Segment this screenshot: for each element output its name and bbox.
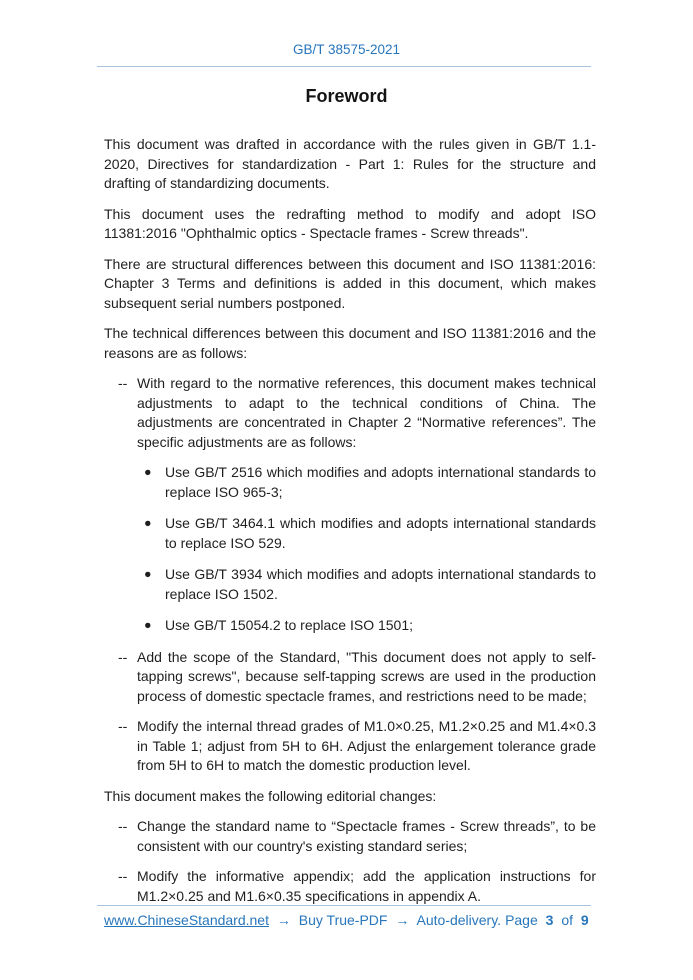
dash-marker: -- bbox=[118, 818, 128, 834]
paragraph-editorial-changes: This document makes the following editorial changes: bbox=[104, 787, 437, 804]
paragraph-redrafting-method: This document uses the redrafting method to modify and adopt ISO 11381:2016 "Ophthalmic optics - Spectacle frames - Screw threads". bbox=[104, 205, 596, 241]
dash-item-scope bbox=[118, 648, 596, 707]
auto-delivery-text: Auto-delivery. bbox=[416, 912, 502, 928]
dash-item-informative-appendix bbox=[118, 867, 596, 906]
of-label: of bbox=[561, 912, 574, 928]
dash-item-normative-references bbox=[118, 374, 596, 452]
page-footer bbox=[104, 912, 589, 928]
dash-marker: -- bbox=[118, 375, 128, 391]
header-divider bbox=[97, 66, 591, 67]
footer-promo bbox=[104, 912, 501, 928]
website-link[interactable]: www.ChineseStandard.net bbox=[104, 912, 269, 928]
document-body bbox=[104, 135, 596, 917]
bullet-icon: ● bbox=[144, 567, 152, 581]
page-header bbox=[0, 41, 693, 59]
paragraph-drafting-rules: This document was drafted in accordance with the rules given in GB/T 1.1-2020, Directives for standardization - Part 1: Rules for the structure and drafting of standardizing documents. bbox=[104, 136, 596, 191]
bullet-item-text: Use GB/T 2516 which modifies and adopts international standards to replace ISO 965-3; bbox=[165, 464, 596, 500]
footer-divider bbox=[97, 905, 591, 906]
buy-true-pdf-text: Buy True-PDF bbox=[298, 912, 388, 928]
page-current: 3 bbox=[545, 912, 554, 928]
paragraph-structural-differences: There are structural differences between this document and ISO 11381:2016: Chapter 3 Terms and definitions is added in this document, which makes subsequent serial numbers postponed. bbox=[104, 255, 596, 311]
dash-marker: -- bbox=[118, 718, 128, 734]
dash-item-standard-name bbox=[118, 817, 596, 856]
paragraph-technical-differences: The technical differences between this document and ISO 11381:2016 and the reasons are as follows: bbox=[104, 325, 596, 361]
dash-item-text: Modify the informative appendix; add the application instructions for M1.2×0.25 and M1.6×0.35 specifications in appendix A. bbox=[137, 868, 596, 904]
right-arrow-icon: → bbox=[395, 912, 410, 928]
dash-item-text: Modify the internal thread grades of M1.0×0.25, M1.2×0.25 and M1.4×0.3 in Table 1; adjust from 5H to 6H. Adjust the enlargement tolerance grade from 5H to 6H to match the domestic production level. bbox=[137, 718, 596, 773]
standard-number: GB/T 38575-2021 bbox=[292, 42, 401, 57]
bullet-item-text: Use GB/T 3934 which modifies and adopts international standards to replace ISO 1502. bbox=[165, 566, 596, 602]
dash-marker: -- bbox=[118, 648, 128, 665]
dash-item-text: Add the scope of the Standard, "This document does not apply to self-tapping screws", because self-tapping screws are used in the production process of domestic spectacle frames, and restrictions need to be made; bbox=[137, 648, 596, 704]
right-arrow-icon: → bbox=[276, 912, 291, 928]
bullet-item-text: Use GB/T 15054.2 to replace ISO 1501; bbox=[165, 617, 414, 633]
page-indicator bbox=[501, 912, 589, 928]
bullet-icon: ● bbox=[144, 465, 152, 479]
dash-item-thread-grades bbox=[118, 717, 596, 776]
bullet-item-gbt-3934 bbox=[144, 565, 596, 604]
page-title: Foreword bbox=[305, 86, 388, 106]
dash-marker: -- bbox=[118, 868, 128, 884]
bullet-icon: ● bbox=[144, 516, 152, 530]
bullet-item-gbt-15054 bbox=[144, 616, 596, 636]
page-label: Page bbox=[505, 912, 538, 928]
dash-item-text: Change the standard name to “Spectacle frames - Screw threads”, to be consistent with our country's existing standard series; bbox=[137, 818, 596, 854]
dash-item-text: With regard to the normative references, this document makes technical adjustments to adapt to the technical conditions of China. The adjustments are concentrated in Chapter 2 “Normative references”. The specific adjustments are as follows: bbox=[137, 375, 596, 450]
bullet-item-gbt-2516 bbox=[144, 463, 596, 502]
bullet-item-gbt-3464 bbox=[144, 514, 596, 553]
bullet-icon: ● bbox=[144, 618, 152, 632]
bullet-item-text: Use GB/T 3464.1 which modifies and adopts international standards to replace ISO 529. bbox=[165, 515, 596, 551]
page-total: 9 bbox=[580, 912, 589, 928]
